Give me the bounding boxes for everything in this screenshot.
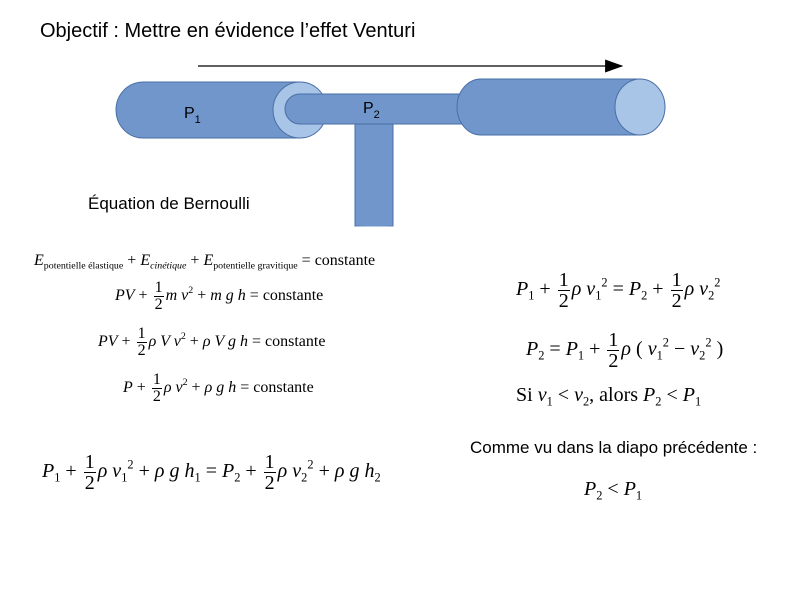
bernoulli-heading: Équation de Bernoulli [88,194,250,213]
p2-label: $P_2$ [363,100,380,121]
left-wide-tube [116,82,300,138]
p1-label: $P_1$ [184,105,201,126]
energy-equation: $E_{potentielle élastique} + E_{cinétique} + E_{potentielle gravitique}$ = constante [34,252,376,272]
venturi-equation: $P_1$ + $\frac{1}{2}$ ρ $v_1^2 = P_2$ + $\frac{1}{2}$ ρ $v_2^2$ [516,269,721,312]
slide-title: Objectif : Mettre en évidence l’effet Venturi [40,20,416,42]
p2-expression: $P_2 = P_1$ + $\frac{1}{2}$ ρ ( $v_1^2 - v_2^2$ ) [526,329,724,372]
bernoulli-two-points-equation: $P_1$ + $\frac{1}{2}$ ρ $v_1^2 + \rho$ g $h_1 = P_2$ + $\frac{1}{2}$ ρ $v_2^2 + \rho$ g $h_2$ [42,451,381,494]
bernoulli-mass-equation: PV + $\frac{1}{2}$ m $v^2 + m$ g h = constante [115,279,324,313]
bernoulli-volume-equation: PV + $\frac{1}{2}$ ρ V $v^2 + \rho$ V g h = constante [98,325,326,359]
bernoulli-pressure-equation: P + $\frac{1}{2}$ ρ $v^2 + \rho$ g h = constante [123,371,314,405]
right-wide-tube [457,79,640,135]
vertical-tube [355,108,393,226]
conclusion-statement: Si $v_1 < v_2$, alors $P_2 < P_1$ [516,384,702,409]
pressure-result: $P_2 < P_1$ [584,478,643,503]
right-tube-end [615,79,665,135]
previous-slide-note: Comme vu dans la diapo précédente : [470,438,758,457]
